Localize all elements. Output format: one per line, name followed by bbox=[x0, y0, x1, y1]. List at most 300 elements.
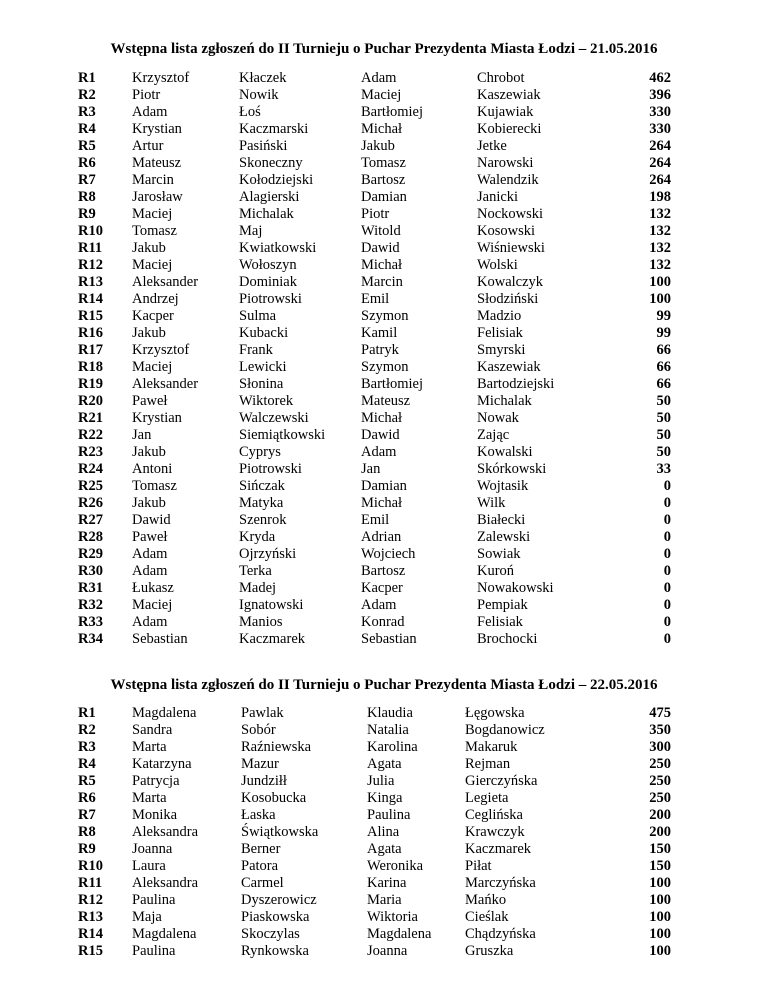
player1-last-name: Piotrowski bbox=[239, 461, 302, 477]
player2-first-name: Michał bbox=[361, 495, 403, 511]
player1-last-name: Sulma bbox=[239, 308, 277, 324]
player2-first-name: Maria bbox=[367, 892, 402, 908]
player2-first-name: Konrad bbox=[361, 614, 405, 630]
player1-last-name: Walczewski bbox=[239, 410, 309, 426]
table-row bbox=[78, 342, 671, 359]
table-row bbox=[78, 444, 671, 461]
score-cell: 100 bbox=[649, 909, 671, 925]
player1-first-name: Artur bbox=[132, 138, 164, 154]
score-cell: 462 bbox=[649, 70, 671, 86]
player1-first-name: Krystian bbox=[132, 121, 182, 137]
player1-first-name: Joanna bbox=[132, 841, 173, 857]
rank-cell: R26 bbox=[78, 495, 103, 511]
player1-first-name: Aleksander bbox=[132, 376, 199, 392]
score-cell: 0 bbox=[663, 546, 671, 562]
table-row bbox=[78, 87, 671, 104]
player1-first-name: Krystian bbox=[132, 410, 182, 426]
player1-first-name: Jakub bbox=[132, 325, 166, 341]
score-cell: 0 bbox=[663, 478, 671, 494]
player1-last-name: Sobór bbox=[241, 722, 276, 738]
player2-first-name: Julia bbox=[367, 773, 395, 789]
table-row bbox=[78, 240, 671, 257]
player2-last-name: Michalak bbox=[477, 393, 532, 409]
score-cell: 66 bbox=[656, 342, 671, 358]
player1-first-name: Maciej bbox=[132, 597, 173, 613]
score-cell: 0 bbox=[663, 580, 671, 596]
player2-first-name: Sebastian bbox=[361, 631, 417, 647]
score-cell: 100 bbox=[649, 926, 671, 942]
player1-first-name: Andrzej bbox=[132, 291, 179, 307]
score-cell: 200 bbox=[649, 807, 671, 823]
player1-first-name: Maciej bbox=[132, 257, 173, 273]
score-cell: 0 bbox=[663, 563, 671, 579]
player2-first-name: Dawid bbox=[361, 240, 400, 256]
rank-cell: R21 bbox=[78, 410, 103, 426]
player2-last-name: Kujawiak bbox=[477, 104, 534, 120]
player1-first-name: Adam bbox=[132, 563, 168, 579]
score-cell: 250 bbox=[649, 790, 671, 806]
score-cell: 300 bbox=[649, 739, 671, 755]
score-cell: 264 bbox=[649, 138, 671, 154]
player2-first-name: Tomasz bbox=[361, 155, 406, 171]
player2-first-name: Wiktoria bbox=[367, 909, 418, 925]
player2-last-name: Chądzyńska bbox=[465, 926, 536, 942]
score-cell: 0 bbox=[663, 631, 671, 647]
score-cell: 132 bbox=[649, 240, 671, 256]
score-cell: 50 bbox=[656, 444, 671, 460]
player1-last-name: Cyprys bbox=[239, 444, 281, 460]
table-row bbox=[78, 614, 671, 631]
player2-last-name: Kowalski bbox=[477, 444, 533, 460]
player2-last-name: Bogdanowicz bbox=[465, 722, 545, 738]
player2-first-name: Emil bbox=[361, 512, 390, 528]
player2-first-name: Alina bbox=[367, 824, 400, 840]
player2-first-name: Karolina bbox=[367, 739, 418, 755]
table-row bbox=[78, 597, 671, 614]
player1-last-name: Szenrok bbox=[239, 512, 287, 528]
player2-last-name: Kobierecki bbox=[477, 121, 542, 137]
player2-first-name: Maciej bbox=[361, 87, 402, 103]
score-cell: 475 bbox=[649, 705, 671, 721]
player2-last-name: Nowakowski bbox=[477, 580, 554, 596]
player1-first-name: Adam bbox=[132, 104, 168, 120]
player2-first-name: Szymon bbox=[361, 308, 409, 324]
score-cell: 250 bbox=[649, 773, 671, 789]
table-row bbox=[78, 580, 671, 597]
table-row bbox=[78, 427, 671, 444]
player1-last-name: Maj bbox=[239, 223, 263, 239]
player1-first-name: Magdalena bbox=[132, 926, 197, 942]
player2-last-name: Mańko bbox=[465, 892, 507, 908]
score-cell: 330 bbox=[649, 104, 671, 120]
score-cell: 132 bbox=[649, 206, 671, 222]
player2-last-name: Wolski bbox=[477, 257, 518, 273]
player2-first-name: Michał bbox=[361, 121, 403, 137]
table-row bbox=[78, 824, 671, 841]
player2-first-name: Natalia bbox=[367, 722, 409, 738]
rank-cell: R12 bbox=[78, 257, 103, 273]
score-cell: 132 bbox=[649, 223, 671, 239]
player2-first-name: Karina bbox=[367, 875, 407, 891]
player1-first-name: Jakub bbox=[132, 495, 166, 511]
player2-first-name: Patryk bbox=[361, 342, 399, 358]
score-cell: 66 bbox=[656, 359, 671, 375]
player1-last-name: Łoś bbox=[239, 104, 261, 120]
rank-cell: R10 bbox=[78, 858, 103, 874]
player2-last-name: Piłat bbox=[465, 858, 492, 874]
player1-first-name: Jakub bbox=[132, 444, 166, 460]
player2-first-name: Witold bbox=[361, 223, 401, 239]
rank-cell: R15 bbox=[78, 308, 103, 324]
player1-first-name: Magdalena bbox=[132, 705, 197, 721]
player2-first-name: Michał bbox=[361, 410, 403, 426]
player1-last-name: Siemiątkowski bbox=[239, 427, 326, 443]
player2-last-name: Kuroń bbox=[477, 563, 515, 579]
score-cell: 0 bbox=[663, 529, 671, 545]
player2-first-name: Adam bbox=[361, 444, 397, 460]
player1-last-name: Jundziłł bbox=[241, 773, 287, 789]
player2-first-name: Joanna bbox=[367, 943, 408, 959]
player2-last-name: Kaczmarek bbox=[465, 841, 532, 857]
entries-table-22-05 bbox=[78, 705, 671, 960]
player1-first-name: Sebastian bbox=[132, 631, 188, 647]
table-row bbox=[78, 359, 671, 376]
table-row bbox=[78, 563, 671, 580]
table-row bbox=[78, 756, 671, 773]
player2-last-name: Chrobot bbox=[477, 70, 525, 86]
player2-first-name: Kamil bbox=[361, 325, 398, 341]
player1-first-name: Sandra bbox=[132, 722, 173, 738]
player2-last-name: Zalewski bbox=[477, 529, 531, 545]
player1-first-name: Aleksandra bbox=[132, 875, 199, 891]
player1-last-name: Świątkowska bbox=[241, 824, 319, 840]
player1-first-name: Dawid bbox=[132, 512, 171, 528]
player1-first-name: Adam bbox=[132, 546, 168, 562]
rank-cell: R33 bbox=[78, 614, 103, 630]
player1-last-name: Sińczak bbox=[239, 478, 285, 494]
player1-last-name: Rynkowska bbox=[241, 943, 309, 959]
table-row bbox=[78, 739, 671, 756]
rank-cell: R1 bbox=[78, 70, 96, 86]
player1-last-name: Łaska bbox=[241, 807, 276, 823]
player2-last-name: Legieta bbox=[465, 790, 509, 806]
player2-first-name: Marcin bbox=[361, 274, 403, 290]
player1-first-name: Antoni bbox=[132, 461, 173, 477]
player1-last-name: Ignatowski bbox=[239, 597, 304, 613]
rank-cell: R2 bbox=[78, 722, 96, 738]
player1-last-name: Ojrzyński bbox=[239, 546, 297, 562]
player2-last-name: Kaszewiak bbox=[477, 359, 541, 375]
player2-last-name: Cieślak bbox=[465, 909, 509, 925]
score-cell: 0 bbox=[663, 597, 671, 613]
table-row bbox=[78, 909, 671, 926]
rank-cell: R31 bbox=[78, 580, 103, 596]
player1-last-name: Lewicki bbox=[239, 359, 287, 375]
player2-last-name: Ceglińska bbox=[465, 807, 523, 823]
player2-first-name: Emil bbox=[361, 291, 390, 307]
rank-cell: R9 bbox=[78, 841, 96, 857]
rank-cell: R32 bbox=[78, 597, 103, 613]
player1-last-name: Kłaczek bbox=[239, 70, 287, 86]
player2-last-name: Rejman bbox=[465, 756, 511, 772]
rank-cell: R18 bbox=[78, 359, 103, 375]
rank-cell: R3 bbox=[78, 104, 96, 120]
player2-first-name: Kacper bbox=[361, 580, 403, 596]
rank-cell: R25 bbox=[78, 478, 103, 494]
table-row bbox=[78, 155, 671, 172]
player2-first-name: Bartłomiej bbox=[361, 376, 424, 392]
player2-last-name: Sowiak bbox=[477, 546, 521, 562]
score-cell: 100 bbox=[649, 274, 671, 290]
rank-cell: R9 bbox=[78, 206, 96, 222]
score-cell: 198 bbox=[649, 189, 671, 205]
rank-cell: R4 bbox=[78, 756, 96, 772]
table-row bbox=[78, 172, 671, 189]
player1-first-name: Patrycja bbox=[132, 773, 180, 789]
score-cell: 100 bbox=[649, 875, 671, 891]
player1-last-name: Carmel bbox=[241, 875, 284, 891]
player2-last-name: Pempiak bbox=[477, 597, 528, 613]
table-row bbox=[78, 631, 671, 648]
table-row bbox=[78, 841, 671, 858]
table-row bbox=[78, 529, 671, 546]
player2-last-name: Felisiak bbox=[477, 325, 523, 341]
rank-cell: R20 bbox=[78, 393, 103, 409]
player2-last-name: Wojtasik bbox=[477, 478, 529, 494]
rank-cell: R6 bbox=[78, 155, 96, 171]
player2-first-name: Adam bbox=[361, 70, 397, 86]
player2-last-name: Bartodziejski bbox=[477, 376, 555, 392]
score-cell: 150 bbox=[649, 841, 671, 857]
player1-first-name: Marcin bbox=[132, 172, 174, 188]
player2-last-name: Walendzik bbox=[477, 172, 539, 188]
rank-cell: R8 bbox=[78, 824, 96, 840]
rank-cell: R11 bbox=[78, 875, 103, 891]
table-row bbox=[78, 705, 671, 722]
player2-last-name: Marczyńska bbox=[465, 875, 536, 891]
player1-last-name: Kołodziejski bbox=[239, 172, 314, 188]
player1-last-name: Kryda bbox=[239, 529, 276, 545]
table-row bbox=[78, 257, 671, 274]
score-cell: 264 bbox=[649, 172, 671, 188]
player1-last-name: Wiktorek bbox=[239, 393, 294, 409]
player2-first-name: Magdalena bbox=[367, 926, 432, 942]
score-cell: 99 bbox=[656, 308, 671, 324]
player2-first-name: Agata bbox=[367, 841, 402, 857]
player1-last-name: Matyka bbox=[239, 495, 284, 511]
player1-last-name: Alagierski bbox=[239, 189, 300, 205]
rank-cell: R28 bbox=[78, 529, 103, 545]
player1-last-name: Wołoszyn bbox=[239, 257, 297, 273]
player1-first-name: Kacper bbox=[132, 308, 174, 324]
player1-last-name: Pasiński bbox=[239, 138, 288, 154]
table-row bbox=[78, 410, 671, 427]
table-row bbox=[78, 121, 671, 138]
score-cell: 66 bbox=[656, 376, 671, 392]
player1-first-name: Adam bbox=[132, 614, 168, 630]
player2-last-name: Makaruk bbox=[465, 739, 518, 755]
score-cell: 132 bbox=[649, 257, 671, 273]
player1-last-name: Dyszerowicz bbox=[241, 892, 317, 908]
player2-last-name: Brochocki bbox=[477, 631, 538, 647]
rank-cell: R5 bbox=[78, 138, 96, 154]
player1-last-name: Kaczmarek bbox=[239, 631, 306, 647]
rank-cell: R12 bbox=[78, 892, 103, 908]
section-2-title: Wstępna lista zgłoszeń do II Turnieju o Puchar Prezydenta Miasta Łodzi – 22.05.2016 bbox=[110, 677, 658, 693]
player2-first-name: Jakub bbox=[361, 138, 395, 154]
player2-last-name: Narowski bbox=[477, 155, 534, 171]
score-cell: 50 bbox=[656, 393, 671, 409]
player1-last-name: Michalak bbox=[239, 206, 294, 222]
rank-cell: R34 bbox=[78, 631, 103, 647]
player2-last-name: Gruszka bbox=[465, 943, 514, 959]
table-row bbox=[78, 892, 671, 909]
player2-first-name: Dawid bbox=[361, 427, 400, 443]
player1-last-name: Kubacki bbox=[239, 325, 289, 341]
player1-first-name: Maciej bbox=[132, 359, 173, 375]
rank-cell: R13 bbox=[78, 274, 103, 290]
score-cell: 350 bbox=[649, 722, 671, 738]
score-cell: 50 bbox=[656, 427, 671, 443]
table-row bbox=[78, 807, 671, 824]
player1-first-name: Aleksander bbox=[132, 274, 199, 290]
player2-first-name: Jan bbox=[361, 461, 381, 477]
table-row bbox=[78, 512, 671, 529]
player1-last-name: Frank bbox=[239, 342, 273, 358]
player1-first-name: Łukasz bbox=[132, 580, 174, 596]
score-cell: 0 bbox=[663, 495, 671, 511]
player1-last-name: Nowik bbox=[239, 87, 279, 103]
table-row bbox=[78, 189, 671, 206]
player1-first-name: Jan bbox=[132, 427, 152, 443]
player2-last-name: Nowak bbox=[477, 410, 519, 426]
player2-last-name: Słodziński bbox=[477, 291, 539, 307]
table-row bbox=[78, 495, 671, 512]
score-cell: 0 bbox=[663, 512, 671, 528]
player2-last-name: Kaszewiak bbox=[477, 87, 541, 103]
player1-first-name: Tomasz bbox=[132, 223, 177, 239]
player2-first-name: Klaudia bbox=[367, 705, 413, 721]
player1-first-name: Krzysztof bbox=[132, 342, 190, 358]
player2-first-name: Michał bbox=[361, 257, 403, 273]
rank-cell: R22 bbox=[78, 427, 103, 443]
rank-cell: R8 bbox=[78, 189, 96, 205]
rank-cell: R2 bbox=[78, 87, 96, 103]
rank-cell: R29 bbox=[78, 546, 103, 562]
rank-cell: R14 bbox=[78, 926, 103, 942]
player1-first-name: Piotr bbox=[132, 87, 161, 103]
rank-cell: R14 bbox=[78, 291, 103, 307]
player2-first-name: Bartłomiej bbox=[361, 104, 424, 120]
player1-first-name: Jarosław bbox=[132, 189, 183, 205]
table-row bbox=[78, 858, 671, 875]
rank-cell: R16 bbox=[78, 325, 103, 341]
player2-last-name: Kosowski bbox=[477, 223, 536, 239]
score-cell: 99 bbox=[656, 325, 671, 341]
table-row bbox=[78, 223, 671, 240]
table-row bbox=[78, 393, 671, 410]
player1-last-name: Terka bbox=[239, 563, 272, 579]
player1-last-name: Kwiatkowski bbox=[239, 240, 317, 256]
table-row bbox=[78, 291, 671, 308]
player2-first-name: Szymon bbox=[361, 359, 409, 375]
table-row bbox=[78, 70, 671, 87]
player1-last-name: Kosobucka bbox=[241, 790, 307, 806]
rank-cell: R7 bbox=[78, 172, 96, 188]
score-cell: 100 bbox=[649, 291, 671, 307]
score-cell: 150 bbox=[649, 858, 671, 874]
score-cell: 330 bbox=[649, 121, 671, 137]
table-row bbox=[78, 325, 671, 342]
player2-last-name: Wiśniewski bbox=[477, 240, 545, 256]
player1-last-name: Pawlak bbox=[241, 705, 284, 721]
player2-last-name: Kowalczyk bbox=[477, 274, 544, 290]
score-cell: 33 bbox=[656, 461, 671, 477]
rank-cell: R13 bbox=[78, 909, 103, 925]
player1-last-name: Mazur bbox=[241, 756, 279, 772]
score-cell: 264 bbox=[649, 155, 671, 171]
rank-cell: R15 bbox=[78, 943, 103, 959]
player1-last-name: Madej bbox=[239, 580, 277, 596]
player2-first-name: Bartosz bbox=[361, 172, 406, 188]
rank-cell: R10 bbox=[78, 223, 103, 239]
rank-cell: R7 bbox=[78, 807, 96, 823]
player2-last-name: Nockowski bbox=[477, 206, 544, 222]
player2-last-name: Zając bbox=[477, 427, 510, 443]
player2-first-name: Mateusz bbox=[361, 393, 411, 409]
score-cell: 396 bbox=[649, 87, 671, 103]
rank-cell: R27 bbox=[78, 512, 103, 528]
player1-last-name: Manios bbox=[239, 614, 283, 630]
player1-first-name: Monika bbox=[132, 807, 178, 823]
player1-last-name: Raźniewska bbox=[241, 739, 312, 755]
table-row bbox=[78, 943, 671, 960]
player1-first-name: Maja bbox=[132, 909, 162, 925]
player2-first-name: Agata bbox=[367, 756, 402, 772]
player1-last-name: Skoneczny bbox=[239, 155, 303, 171]
player2-last-name: Janicki bbox=[477, 189, 519, 205]
rank-cell: R19 bbox=[78, 376, 103, 392]
player1-first-name: Paweł bbox=[132, 529, 168, 545]
score-cell: 0 bbox=[663, 614, 671, 630]
player1-last-name: Patora bbox=[241, 858, 279, 874]
player1-first-name: Katarzyna bbox=[132, 756, 192, 772]
rank-cell: R17 bbox=[78, 342, 103, 358]
player1-first-name: Maciej bbox=[132, 206, 173, 222]
rank-cell: R4 bbox=[78, 121, 96, 137]
player1-first-name: Paulina bbox=[132, 943, 176, 959]
player2-first-name: Wojciech bbox=[361, 546, 416, 562]
table-row bbox=[78, 206, 671, 223]
table-row bbox=[78, 773, 671, 790]
player1-first-name: Tomasz bbox=[132, 478, 177, 494]
player2-last-name: Smyrski bbox=[477, 342, 526, 358]
entries-table-21-05 bbox=[78, 70, 671, 648]
player2-first-name: Adam bbox=[361, 597, 397, 613]
player1-first-name: Paweł bbox=[132, 393, 168, 409]
player2-first-name: Piotr bbox=[361, 206, 390, 222]
player2-first-name: Damian bbox=[361, 478, 407, 494]
player2-last-name: Skórkowski bbox=[477, 461, 547, 477]
table-row bbox=[78, 722, 671, 739]
player2-last-name: Felisiak bbox=[477, 614, 523, 630]
player2-last-name: Wilk bbox=[477, 495, 506, 511]
rank-cell: R3 bbox=[78, 739, 96, 755]
rank-cell: R24 bbox=[78, 461, 103, 477]
player2-last-name: Madzio bbox=[477, 308, 522, 324]
player1-first-name: Mateusz bbox=[132, 155, 182, 171]
table-row bbox=[78, 104, 671, 121]
